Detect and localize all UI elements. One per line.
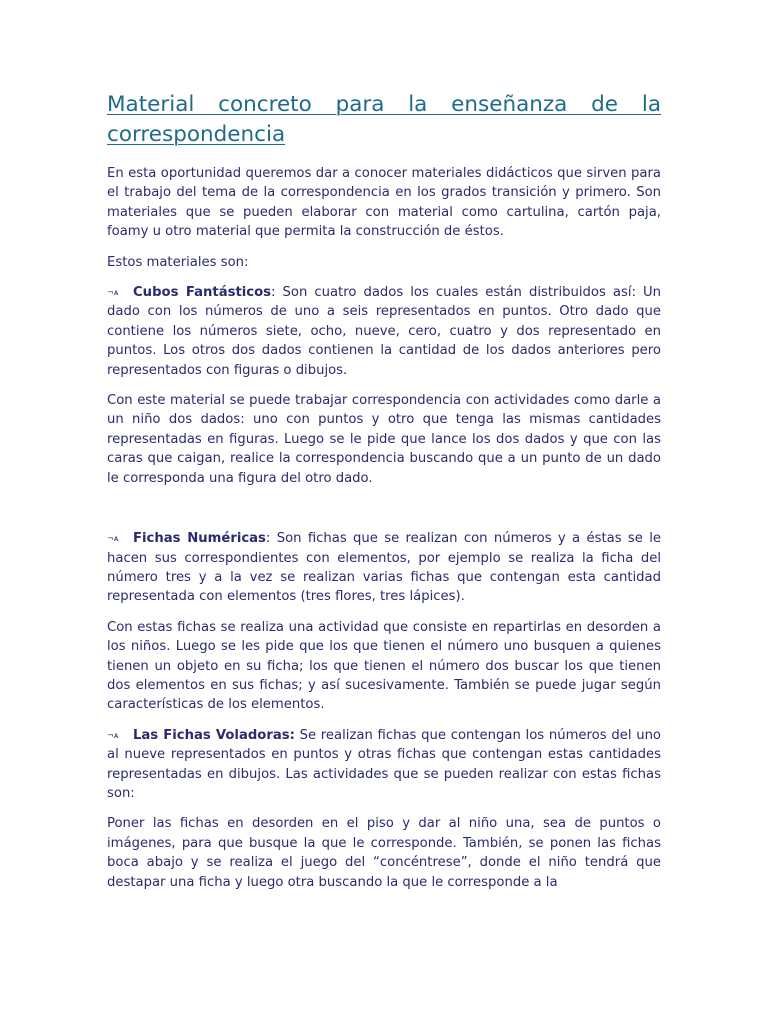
- bullet-icon: ¬ᴀ: [107, 730, 119, 740]
- intro-paragraph: En esta oportunidad queremos dar a conocer materiales didácticos que sirven para el trabajo del tema de la correspondencia en los grados transición y primero. Son materiales que se pueden elaborar con material como cartulina, cartón paja, foamy u otro material que permita la construcción de éstos.: [107, 166, 661, 240]
- section-text: Se realizan fichas que contengan los números del uno al nueve representados en puntos y otras fichas que contengan estas cantidades representadas en dibujos. Las actividades que se pueden realizar con estas fichas son:: [107, 727, 661, 801]
- section-followup: Con estas fichas se realiza una actividad que consiste en repartirlas en desorden a los niños. Luego se les pide que los que tienen el número uno busquen a quienes tienen un objeto en su ficha; los que tienen el número dos buscar los que tienen dos elementos en sus fichas; y así sucesivamente. También se puede jugar según características de los elementos.: [107, 619, 661, 713]
- section-text: Son fichas que se realizan con números y a éstas se le hacen sus correspondientes con elementos, por ejemplo se realiza la ficha del número tres y a la vez se realizan varias fichas que contengan esta cantidad representada con elementos (tres flores, tres lápices).: [107, 531, 661, 605]
- bullet-icon: ¬ᴀ: [107, 534, 119, 544]
- section-followup: Poner las fichas en desorden en el piso y dar al niño una, sea de puntos o imágenes, para que busque la que le corresponde. También, se ponen las fichas boca abajo y se realiza el juego del “concéntrese”, donde el niño tendrá que destapar una ficha y luego otra buscando la que le corresponde a la: [107, 816, 661, 890]
- section-term: Fichas Numéricas: [133, 531, 266, 547]
- bullet-icon: ¬ᴀ: [107, 288, 119, 298]
- section-cubos-fantasticos: [107, 283, 661, 380]
- section-fichas-voladoras: [107, 726, 661, 804]
- document-page: [107, 90, 661, 903]
- section-term: Las Fichas Voladoras:: [133, 727, 295, 743]
- list-intro: Estos materiales son:: [107, 254, 249, 270]
- section-followup: Con este material se puede trabajar correspondencia con actividades como darle a un niño dos dados: uno con puntos y otro que tenga las mismas cantidades representadas en figuras. Luego se le pide que lance los dos dados y que con las caras que caigan, realice la correspondencia buscando que a un punto de un dado le corresponda una figura del otro dado.: [107, 393, 661, 486]
- document-title: Material concreto para la enseñanza de la correspondencia: [107, 92, 661, 147]
- spacer: [107, 499, 661, 529]
- section-term: Cubos Fantásticos: [133, 285, 271, 301]
- section-fichas-numericas: [107, 529, 661, 607]
- term-suffix: :: [271, 285, 276, 301]
- section-text: Son cuatro dados los cuales están distribuidos así: Un dado con los números de uno a seis representados en puntos. Otro dado que contiene los números siete, ocho, nueve, cero, cuatro y dos representado en puntos. Los otros dos dados contienen la cantidad de los dados anteriores pero representados con figuras o dibujos.: [107, 285, 661, 378]
- term-suffix: :: [265, 531, 271, 547]
